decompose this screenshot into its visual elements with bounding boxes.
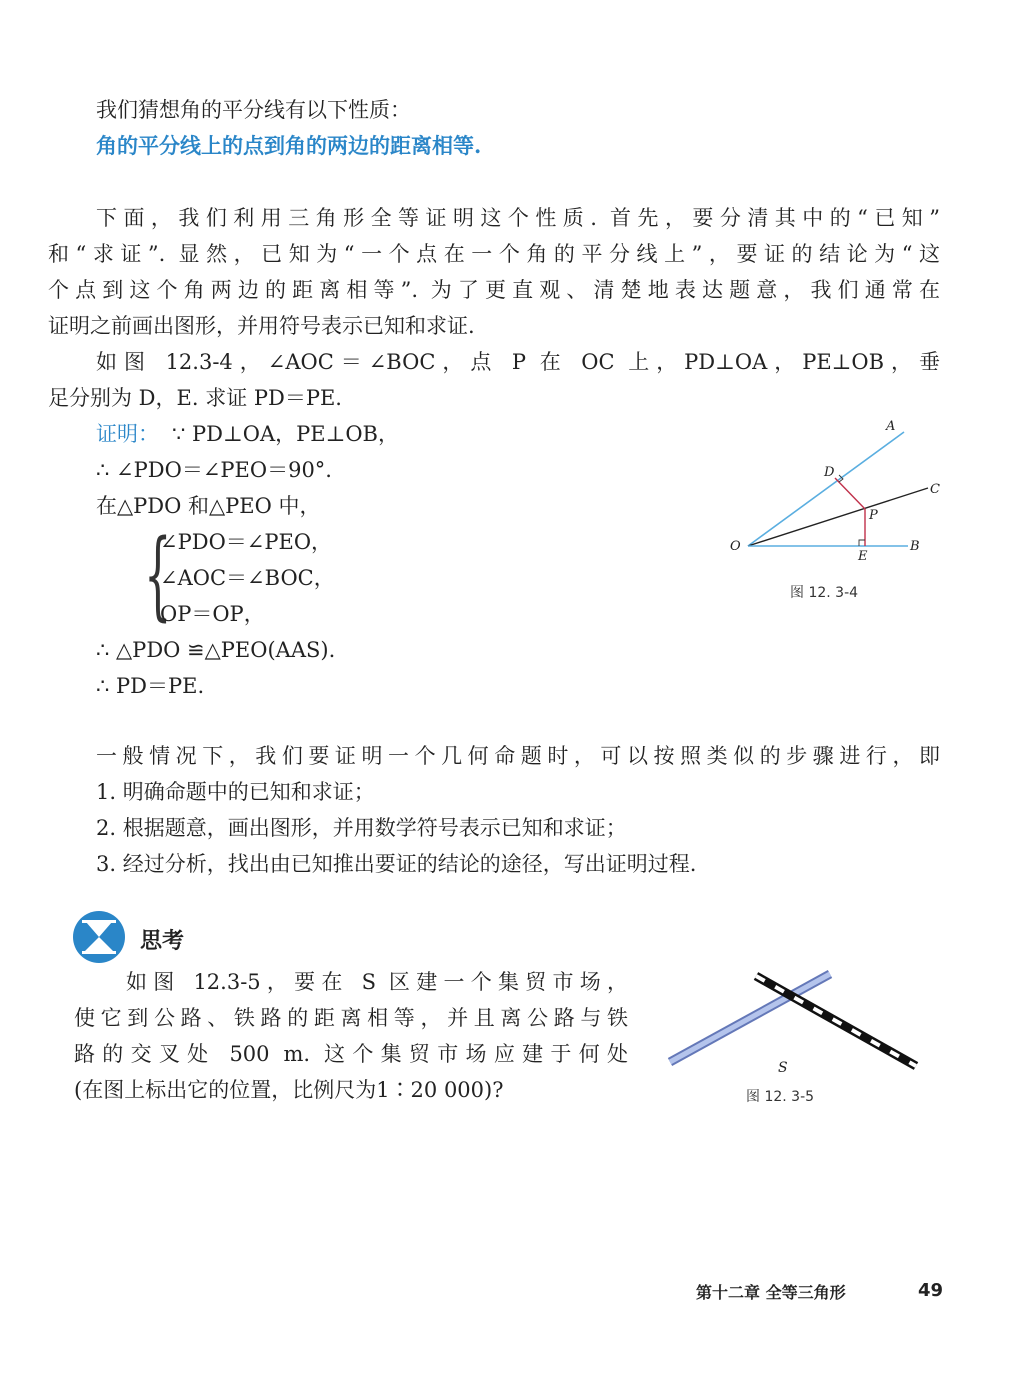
paragraph1-line: 证明之前画出图形，并用符号表示已知和求证.: [48, 314, 475, 338]
label-d: D: [824, 465, 835, 480]
label-c: C: [930, 482, 940, 497]
paragraph2-line: 如图 12.3-4，∠AOC＝∠BOC，点 P 在 OC 上，PD⊥OA，PE⊥OB，垂: [96, 350, 940, 374]
paragraph1-line: 下面，我们利用三角形全等证明这个性质. 首先，要分清其中的“已知”: [96, 206, 940, 230]
label-p: P: [869, 508, 878, 523]
conjecture-text: 我们猜想角的平分线有以下性质：: [96, 98, 411, 122]
think-icon: [72, 910, 126, 964]
label-e: E: [858, 549, 868, 564]
general-step: 1. 明确命题中的已知和求证；: [96, 780, 375, 804]
highway: [670, 974, 830, 1062]
think-title: 思考: [140, 928, 185, 954]
proof-system-line: ∠AOC＝∠BOC，: [160, 566, 335, 590]
label-b: B: [910, 539, 920, 554]
proof-step: 在△PDO 和△PEO 中，: [96, 494, 321, 518]
proof-step: ∴ ∠PDO＝∠PEO＝90°.: [96, 458, 332, 482]
proof-step: ∴ PD＝PE.: [96, 674, 205, 698]
general-step: 3. 经过分析，找出由已知推出要证的结论的途径，写出证明过程.: [96, 852, 697, 876]
segment-pd: [835, 478, 865, 509]
think-line: 使它到公路、铁路的距离相等，并且离公路与铁: [74, 1006, 628, 1030]
paragraph2-line: 足分别为 D，E. 求证 PD＝PE.: [48, 386, 342, 410]
ray-oc: [748, 488, 928, 546]
think-line: 路的交叉处 500 m. 这个集贸市场应建于何处: [74, 1042, 628, 1066]
proof-step: ∴ △PDO ≌△PEO(AAS).: [96, 638, 336, 662]
railway: [756, 976, 916, 1066]
general-step: 2. 根据题意，画出图形，并用数学符号表示已知和求证；: [96, 816, 627, 840]
think-line: 如图 12.3-5，要在 S 区建一个集贸市场，: [126, 970, 628, 994]
page-number: 49: [918, 1280, 944, 1301]
think-line: (在图上标出它的位置，比例尺为1∶20 000)?: [74, 1078, 504, 1102]
proof-label: 证明：: [96, 422, 159, 446]
label-o: O: [730, 539, 741, 554]
general-intro: 一般情况下，我们要证明一个几何命题时，可以按照类似的步骤进行，即: [96, 744, 940, 768]
label-a: A: [886, 419, 896, 434]
proof-system-line: ∠PDO＝∠PEO，: [160, 530, 333, 554]
label-s: S: [778, 1060, 788, 1076]
figure-12-3-4-caption: 图 12. 3-4: [790, 585, 859, 601]
proof-step: ∵ PD⊥OA，PE⊥OB，: [172, 422, 399, 446]
system-brace: {: [144, 519, 172, 631]
figure-12-3-5: [660, 960, 930, 1080]
proof-system-line: OP＝OP，: [160, 602, 265, 626]
paragraph1-line: 和“求证”. 显然，已知为“一个点在一个角的平分线上”，要证的结论为“这: [48, 242, 940, 266]
figure-12-3-5-caption: 图 12. 3-5: [746, 1089, 815, 1105]
figure-12-3-4: [720, 414, 960, 564]
property-statement: 角的平分线上的点到角的两边的距离相等.: [96, 133, 482, 158]
ray-oa: [748, 432, 904, 546]
paragraph1-line: 个点到这个角两边的距离相等”. 为了更直观、清楚地表达题意，我们通常在: [48, 278, 940, 302]
right-angle-e: [859, 540, 865, 546]
chapter-title: 第十二章 全等三角形: [696, 1283, 846, 1302]
